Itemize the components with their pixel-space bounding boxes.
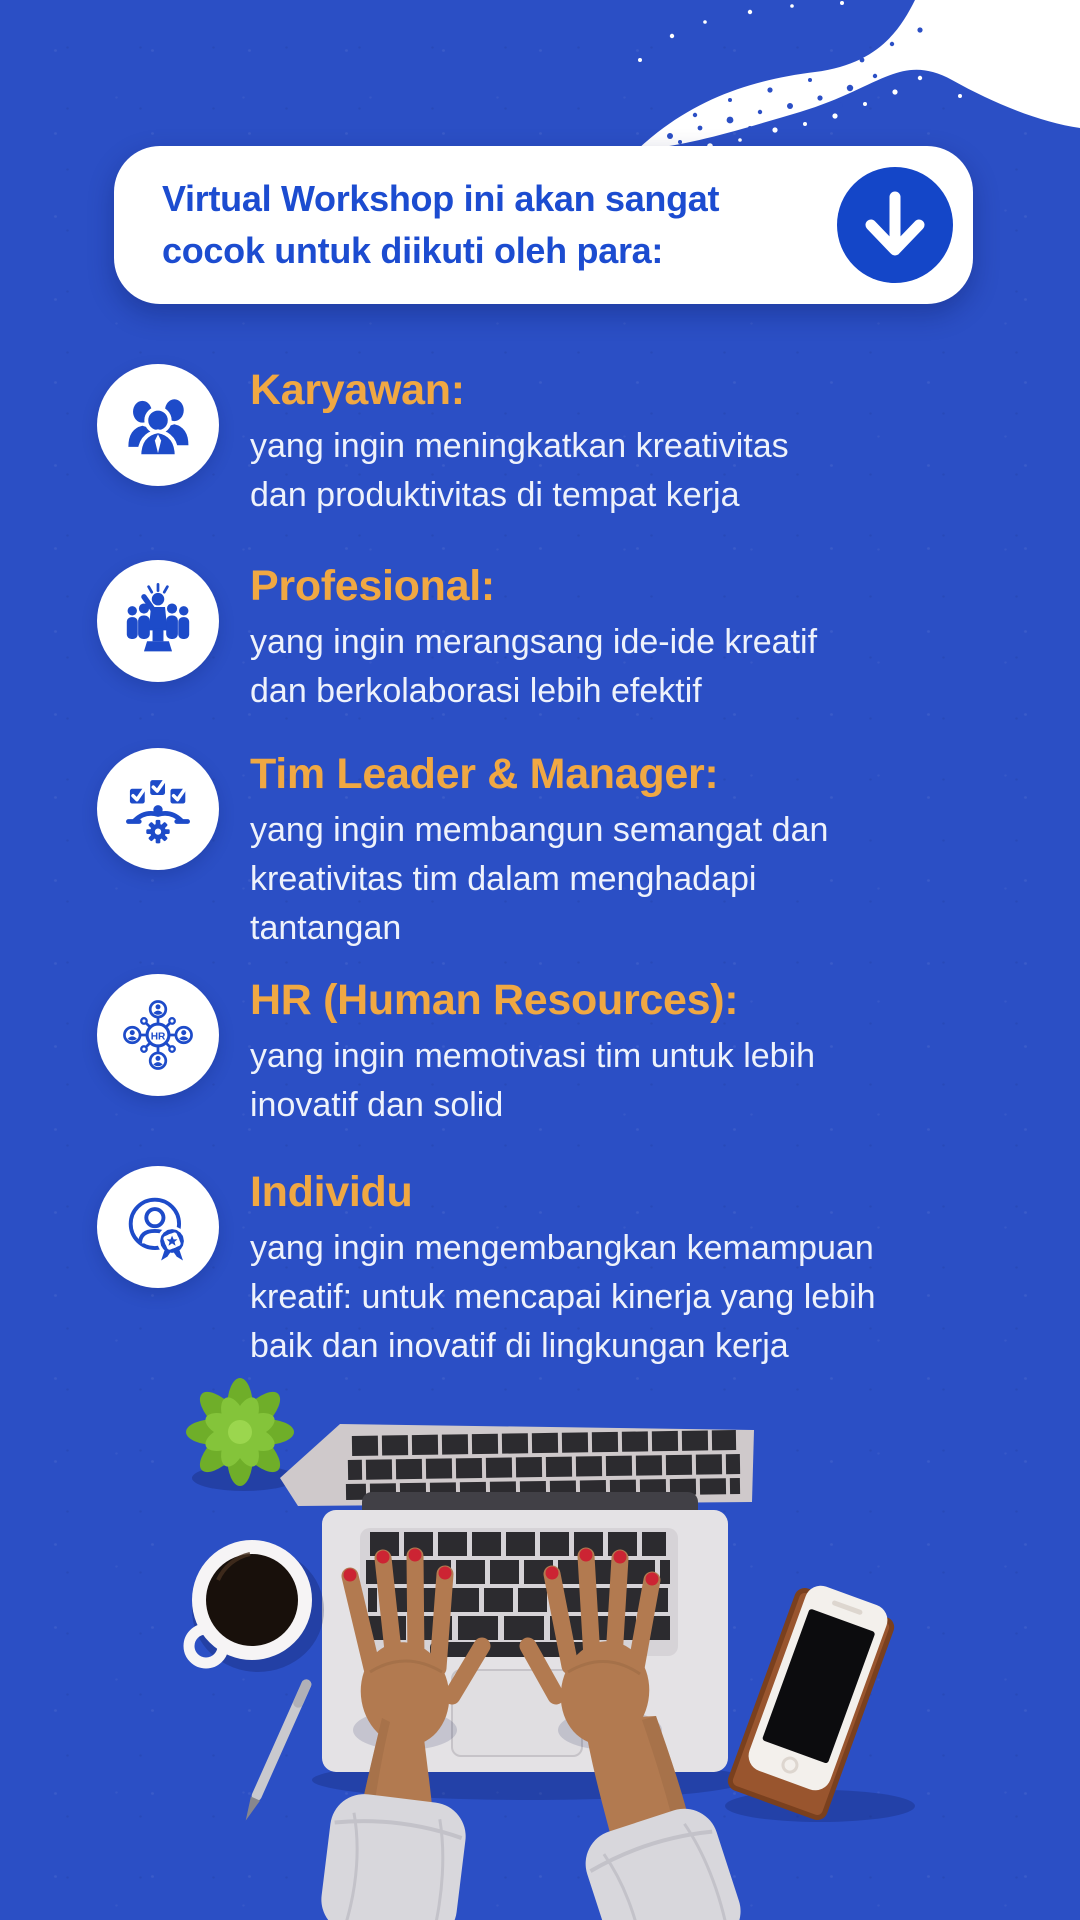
item-icon-circle [97,974,219,1096]
audience-item-tim-leader-manager [97,748,995,953]
desk-photo [100,1378,980,1920]
individual-award-icon [119,1188,197,1266]
item-description-line: kreatif: untuk mencapai kinerja yang lebih [250,1278,876,1317]
sweater-sleeves [317,1790,749,1920]
item-icon-circle [97,1166,219,1288]
item-title: Karyawan: [250,366,465,414]
item-description-line: yang ingin membangun semangat dan [250,811,829,850]
item-icon-circle [97,748,219,870]
employees-group-icon [119,386,197,464]
item-text [250,748,995,953]
page-title-line: cocok untuk diikuti oleh para: [162,230,664,271]
header-card [114,146,973,304]
item-description-line: dan produktivitas di tempat kerja [250,476,740,515]
item-description [250,1032,995,1130]
item-description-line: yang ingin mengembangkan kemampuan [250,1229,874,1268]
item-text [250,974,995,1130]
pen [241,1678,313,1823]
item-description [250,422,995,520]
item-description-line: inovatif dan solid [250,1086,504,1125]
page-title [162,173,719,277]
audience-item-profesional [97,560,995,716]
page-title-line: Virtual Workshop ini akan sangat [162,178,720,220]
leader-presentation-icon [119,582,197,660]
item-description-line: yang ingin memotivasi tim untuk lebih [250,1037,816,1076]
item-title: HR (Human Resources): [250,976,739,1024]
item-text [250,560,995,716]
succulent-plant [186,1378,296,1491]
checklist-gear-icon [119,770,197,848]
item-text [250,364,995,520]
hr-network-icon [119,996,197,1074]
item-description-line: tantangan [250,909,402,948]
down-arrow-icon [837,167,953,283]
coffee-cup [189,1540,324,1672]
item-text [250,1166,995,1371]
item-description-line: baik dan inovatif di lingkungan kerja [250,1327,789,1366]
item-icon-circle [97,364,219,486]
audience-item-hr [97,974,995,1130]
item-description-line: yang ingin meningkatkan kreativitas [250,427,789,466]
item-description [250,806,995,953]
item-title: Individu [250,1168,413,1216]
item-description [250,618,995,716]
item-description [250,1224,995,1371]
item-title: Tim Leader & Manager: [250,750,719,798]
item-description-line: kreativitas tim dalam menghadapi [250,860,757,899]
item-description-line: yang ingin merangsang ide-ide kreatif [250,623,818,662]
brush-stroke-decoration [610,0,1080,170]
item-description-line: dan berkolaborasi lebih efektif [250,672,702,711]
audience-item-karyawan [97,364,995,520]
scroll-down-button[interactable] [837,167,953,283]
item-title: Profesional: [250,562,495,610]
hr-badge-label: HR [150,1031,166,1043]
item-icon-circle [97,560,219,682]
audience-item-individu [97,1166,995,1371]
